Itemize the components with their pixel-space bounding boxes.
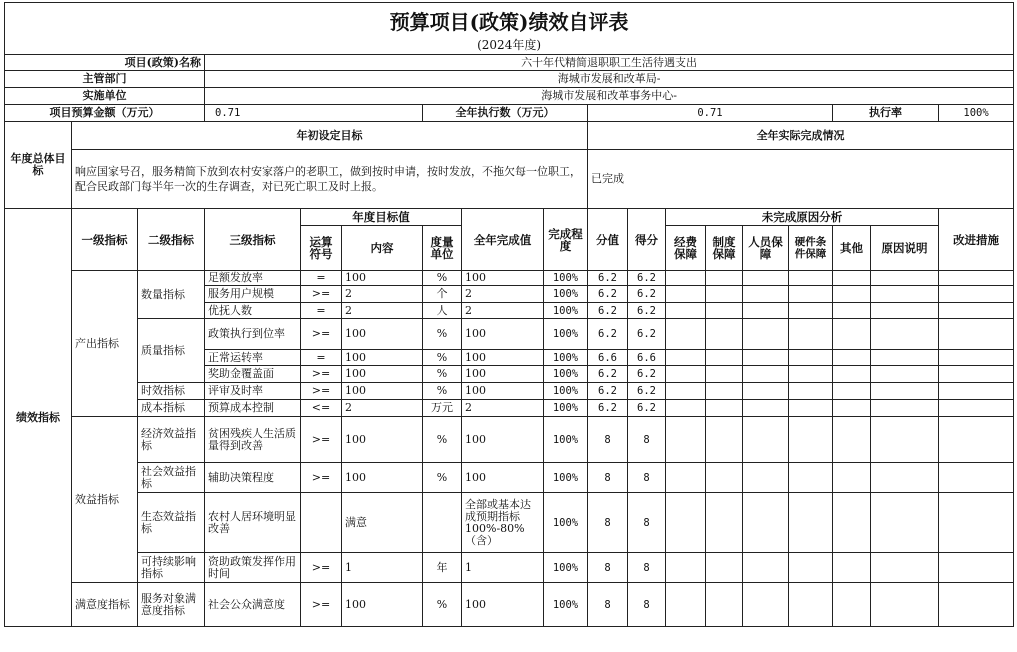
level3-name: 政策执行到位率 (205, 319, 301, 350)
header-level1: 一级指标 (72, 209, 138, 271)
header-score: 得分 (628, 209, 666, 271)
score-value: 6.2 (588, 286, 628, 303)
score: 8 (628, 463, 666, 493)
measure-unit: % (423, 583, 462, 627)
score: 6.6 (628, 350, 666, 366)
operator (301, 493, 342, 553)
report-year: (2024年度) (5, 37, 1014, 55)
executed-label: 全年执行数（万元） (423, 105, 588, 122)
target-content: 100 (342, 417, 423, 463)
score-value: 6.2 (588, 319, 628, 350)
score-value: 6.6 (588, 350, 628, 366)
level2-social: 社会效益指标 (138, 463, 205, 493)
table-row (5, 463, 1014, 493)
score: 8 (628, 493, 666, 553)
score-value: 8 (588, 583, 628, 627)
score: 6.2 (628, 366, 666, 383)
annual-value: 100 (462, 319, 544, 350)
completion-degree: 100% (544, 463, 588, 493)
level2-ecological: 生态效益指标 (138, 493, 205, 553)
score-value: 6.2 (588, 366, 628, 383)
level3-name: 优抚人数 (205, 303, 301, 319)
level1-satisfaction: 满意度指标 (72, 583, 138, 627)
header-reason-note: 原因说明 (871, 226, 939, 271)
measure-unit: % (423, 383, 462, 400)
header-reason-staff: 人员保障 (743, 226, 789, 271)
operator: = (301, 303, 342, 319)
target-content: 100 (342, 271, 423, 286)
measure-unit: % (423, 366, 462, 383)
table-row (5, 553, 1014, 583)
annual-value: 100 (462, 366, 544, 383)
header-measures: 改进措施 (939, 209, 1014, 271)
level1-benefit: 效益指标 (72, 417, 138, 583)
annual-value: 2 (462, 303, 544, 319)
level2-quality: 质量指标 (138, 319, 205, 383)
operator: >= (301, 463, 342, 493)
measure-unit: 人 (423, 303, 462, 319)
goal-initial-label: 年初设定目标 (72, 122, 588, 150)
header-level3: 三级指标 (205, 209, 301, 271)
target-content: 满意 (342, 493, 423, 553)
completion-degree: 100% (544, 383, 588, 400)
header-reason-funding: 经费保障 (666, 226, 706, 271)
level3-name: 足额发放率 (205, 271, 301, 286)
level2-service-satisfaction: 服务对象满意度指标 (138, 583, 205, 627)
header-operator: 运算符号 (301, 226, 342, 271)
header-reason-other: 其他 (833, 226, 871, 271)
annual-value: 100 (462, 350, 544, 366)
annual-value: 1 (462, 553, 544, 583)
level3-name: 正常运转率 (205, 350, 301, 366)
measure-unit: % (423, 417, 462, 463)
annual-value: 100 (462, 417, 544, 463)
score: 6.2 (628, 271, 666, 286)
level2-cost: 成本指标 (138, 400, 205, 417)
operator: <= (301, 400, 342, 417)
header-reason-system: 制度保障 (706, 226, 743, 271)
target-content: 100 (342, 366, 423, 383)
completion-degree: 100% (544, 303, 588, 319)
score: 6.2 (628, 400, 666, 417)
score: 8 (628, 417, 666, 463)
operator: >= (301, 319, 342, 350)
completion-degree: 100% (544, 366, 588, 383)
header-reason-group: 未完成原因分析 (666, 209, 939, 226)
project-name: 六十年代精简退职职工生活待遇支出 (205, 55, 1014, 71)
table-row (5, 583, 1014, 627)
level3-name: 社会公众满意度 (205, 583, 301, 627)
completion-degree: 100% (544, 350, 588, 366)
budget-value: 0.71 (205, 105, 423, 122)
rate-value: 100% (939, 105, 1014, 122)
table-row (5, 493, 1014, 553)
project-name-label: 项目(政策)名称 (5, 55, 205, 71)
completion-degree: 100% (544, 493, 588, 553)
unit-label: 实施单位 (5, 88, 205, 105)
header-level2: 二级指标 (138, 209, 205, 271)
goal-actual-text: 已完成 (588, 150, 1014, 209)
annual-value: 100 (462, 383, 544, 400)
level3-name: 评审及时率 (205, 383, 301, 400)
measure-unit: % (423, 350, 462, 366)
level3-name: 预算成本控制 (205, 400, 301, 417)
table-row (5, 400, 1014, 417)
budget-label: 项目预算金额（万元） (5, 105, 205, 122)
dept-label: 主管部门 (5, 71, 205, 88)
dept-value: 海城市发展和改革局- (205, 71, 1014, 88)
target-content: 100 (342, 319, 423, 350)
score-value: 8 (588, 493, 628, 553)
score: 6.2 (628, 383, 666, 400)
level3-name: 奖助金覆盖面 (205, 366, 301, 383)
measure-unit: 年 (423, 553, 462, 583)
level3-name: 辅助决策程度 (205, 463, 301, 493)
executed-value: 0.71 (588, 105, 833, 122)
target-content: 2 (342, 286, 423, 303)
rate-label: 执行率 (833, 105, 939, 122)
operator: = (301, 350, 342, 366)
completion-degree: 100% (544, 553, 588, 583)
header-reason-hardware: 硬件条件保障 (789, 226, 833, 271)
score: 6.2 (628, 319, 666, 350)
annual-value: 2 (462, 286, 544, 303)
level3-name: 农村人居环境明显改善 (205, 493, 301, 553)
score: 6.2 (628, 286, 666, 303)
level1-output: 产出指标 (72, 271, 138, 417)
operator: = (301, 271, 342, 286)
level3-name: 资助政策发挥作用时间 (205, 553, 301, 583)
target-content: 100 (342, 383, 423, 400)
completion-degree: 100% (544, 286, 588, 303)
annual-value: 2 (462, 400, 544, 417)
table-row (5, 417, 1014, 463)
score: 8 (628, 583, 666, 627)
completion-degree: 100% (544, 583, 588, 627)
target-content: 2 (342, 400, 423, 417)
operator: >= (301, 286, 342, 303)
operator: >= (301, 417, 342, 463)
level3-name: 贫困残疾人生活质量得到改善 (205, 417, 301, 463)
evaluation-table (4, 2, 1014, 627)
level2-timeliness: 时效指标 (138, 383, 205, 400)
measure-unit: % (423, 319, 462, 350)
table-row (5, 319, 1014, 350)
measure-unit: % (423, 463, 462, 493)
header-completion: 完成程度 (544, 209, 588, 271)
measure-unit (423, 493, 462, 553)
score-value: 8 (588, 553, 628, 583)
level3-name: 服务用户规模 (205, 286, 301, 303)
measure-unit: % (423, 271, 462, 286)
page-title: 预算项目(政策)绩效自评表 (5, 3, 1014, 37)
goal-actual-label: 全年实际完成情况 (588, 122, 1014, 150)
target-content: 100 (342, 350, 423, 366)
annual-value: 100 (462, 271, 544, 286)
header-target-group: 年度目标值 (301, 209, 462, 226)
score-value: 6.2 (588, 400, 628, 417)
perf-section-label: 绩效指标 (5, 209, 72, 627)
completion-degree: 100% (544, 271, 588, 286)
header-annual: 全年完成值 (462, 209, 544, 271)
header-score-value: 分值 (588, 209, 628, 271)
unit-value: 海城市发展和改革事务中心- (205, 88, 1014, 105)
level2-economic: 经济效益指标 (138, 417, 205, 463)
table-row (5, 271, 1014, 286)
target-content: 100 (342, 583, 423, 627)
measure-unit: 个 (423, 286, 462, 303)
score: 6.2 (628, 303, 666, 319)
level2-sustainability: 可持续影响指标 (138, 553, 205, 583)
target-content: 100 (342, 463, 423, 493)
operator: >= (301, 366, 342, 383)
completion-degree: 100% (544, 400, 588, 417)
completion-degree: 100% (544, 319, 588, 350)
header-unit: 度量单位 (423, 226, 462, 271)
score-value: 6.2 (588, 271, 628, 286)
score: 8 (628, 553, 666, 583)
evaluation-sheet (4, 2, 1013, 627)
score-value: 6.2 (588, 303, 628, 319)
annual-value: 全部或基本达成预期指标100%-80%（含） (462, 493, 544, 553)
completion-degree: 100% (544, 417, 588, 463)
goal-initial-text: 响应国家号召，服务精简下放到农村安家落户的老职工，做到按时申请，按时发放，不拖欠每一位职工，配合民政部门每半年一次的生存调查，对已死亡职工及时上报。 (72, 150, 588, 209)
target-content: 1 (342, 553, 423, 583)
table-row (5, 383, 1014, 400)
target-content: 2 (342, 303, 423, 319)
operator: >= (301, 383, 342, 400)
score-value: 8 (588, 417, 628, 463)
level2-quantity: 数量指标 (138, 271, 205, 319)
score-value: 6.2 (588, 383, 628, 400)
measure-unit: 万元 (423, 400, 462, 417)
operator: >= (301, 583, 342, 627)
score-value: 8 (588, 463, 628, 493)
goal-section-label: 年度总体目标 (5, 122, 72, 209)
operator: >= (301, 553, 342, 583)
annual-value: 100 (462, 583, 544, 627)
annual-value: 100 (462, 463, 544, 493)
header-content: 内容 (342, 226, 423, 271)
